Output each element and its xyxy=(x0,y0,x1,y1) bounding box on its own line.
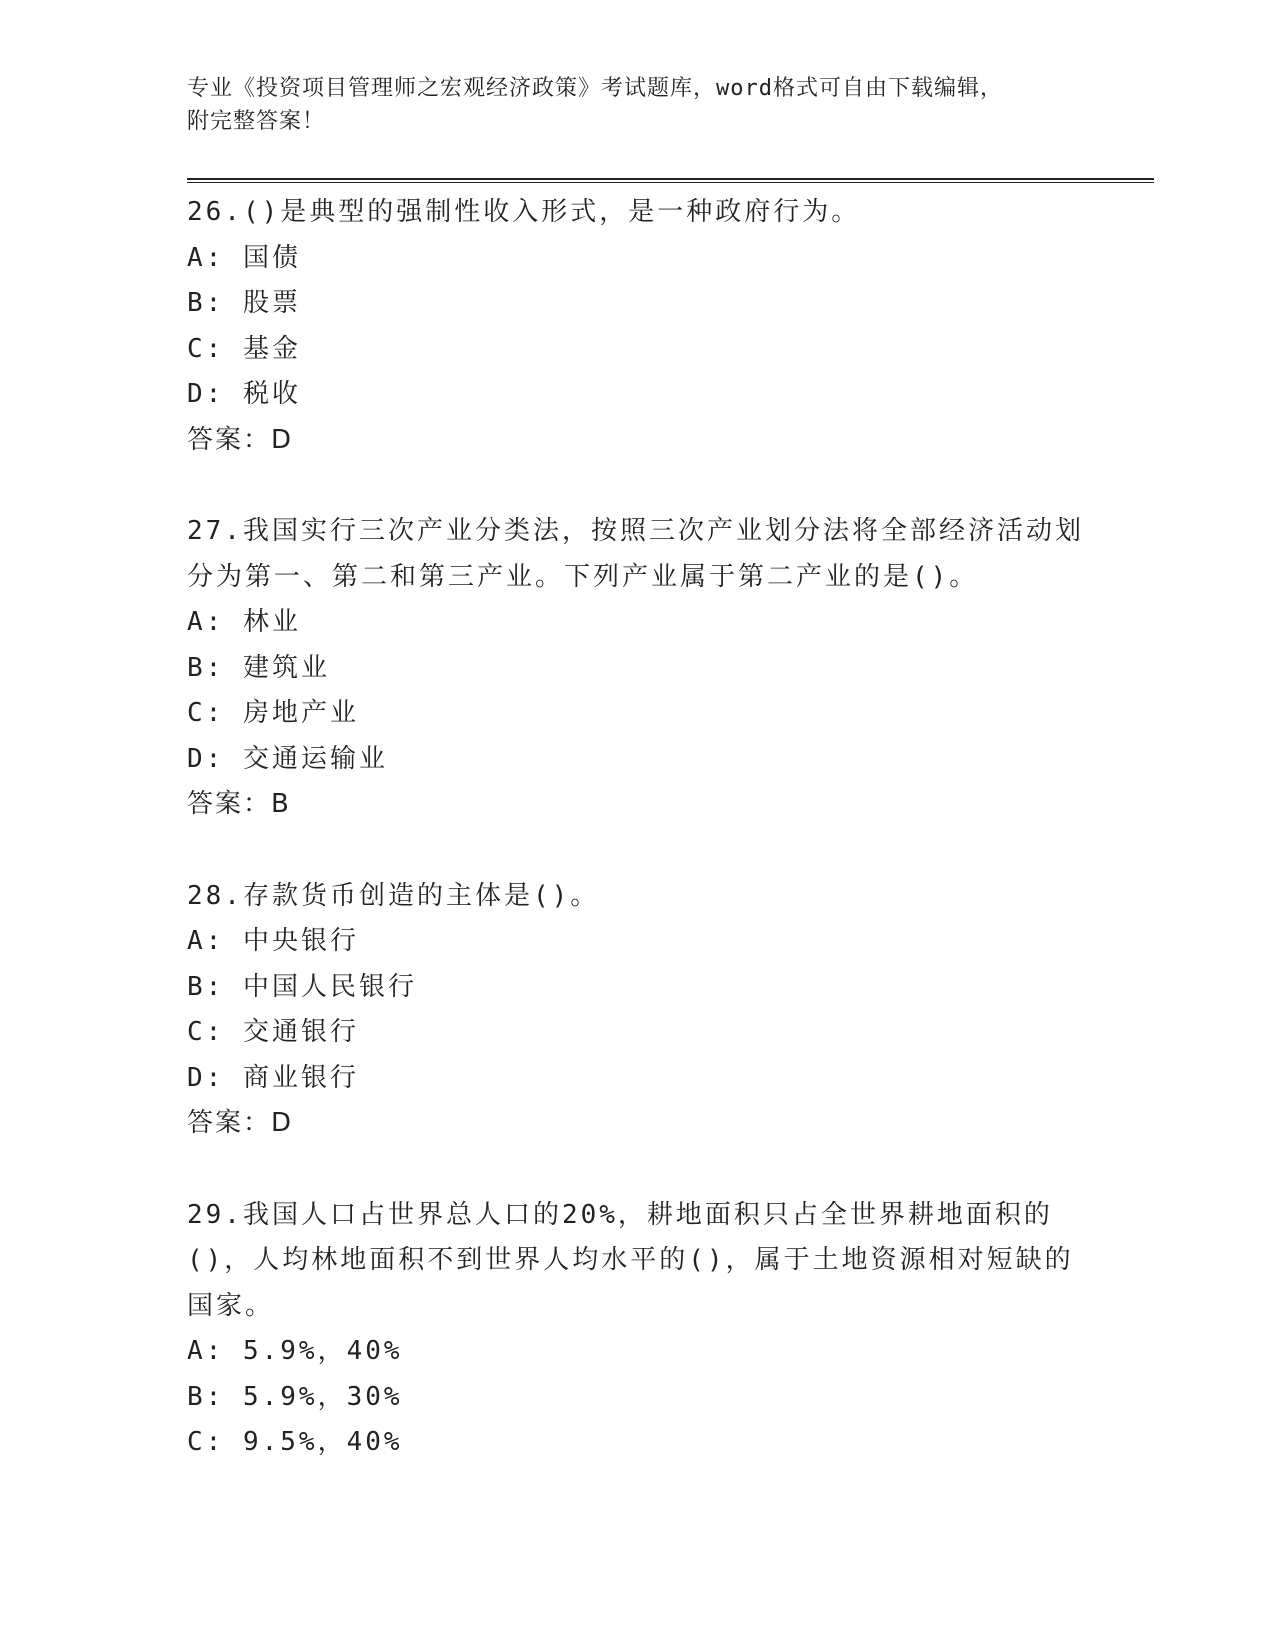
answer: 答案：B xyxy=(187,789,291,819)
question-26 xyxy=(187,190,1087,463)
question-27 xyxy=(187,509,1087,828)
option-a: A: 林业 xyxy=(187,607,301,637)
header-divider xyxy=(187,178,1154,183)
question-list xyxy=(187,190,1087,1512)
option-b: B: 中国人民银行 xyxy=(187,971,417,1002)
option-a: A: 国债 xyxy=(187,242,301,273)
option-a: A: 中央银行 xyxy=(187,926,359,956)
question-28 xyxy=(187,874,1087,1147)
option-d: D: 商业银行 xyxy=(187,1062,359,1093)
question-stem: 29.我国人口占世界总人口的20%，耕地面积只占全世界耕地面积的()，人均林地面积不到世界人均水平的()，属于土地资源相对短缺的国家。 xyxy=(187,1199,1074,1321)
option-b: B: 5.9%，30% xyxy=(187,1381,403,1412)
option-c: C: 基金 xyxy=(187,333,301,364)
question-stem: 28.存款货币创造的主体是()。 xyxy=(187,880,600,911)
answer: 答案：D xyxy=(187,424,294,455)
option-b: B: 建筑业 xyxy=(187,652,330,683)
option-c: C: 交通银行 xyxy=(187,1017,359,1047)
option-d: D: 税收 xyxy=(187,379,301,409)
question-stem: 26.()是典型的强制性收入形式，是一种政府行为。 xyxy=(187,197,861,227)
option-c: C: 9.5%，40% xyxy=(187,1427,403,1457)
header-line-2: 附完整答案！ xyxy=(187,109,326,134)
option-b: B: 股票 xyxy=(187,288,301,318)
question-stem: 27.我国实行三次产业分类法，按照三次产业划分法将全部经济活动划分为第一、第二和第三产业。下列产业属于第二产业的是()。 xyxy=(187,516,1084,592)
header-line-1: 专业《投资项目管理师之宏观经济政策》考试题库，word格式可自由下载编辑， xyxy=(187,76,1003,101)
question-29 xyxy=(187,1193,1087,1466)
answer: 答案：D xyxy=(187,1108,294,1138)
option-d: D: 交通运输业 xyxy=(187,743,388,774)
option-c: C: 房地产业 xyxy=(187,698,359,728)
option-a: A: 5.9%，40% xyxy=(187,1336,403,1366)
document-header xyxy=(187,72,1057,138)
